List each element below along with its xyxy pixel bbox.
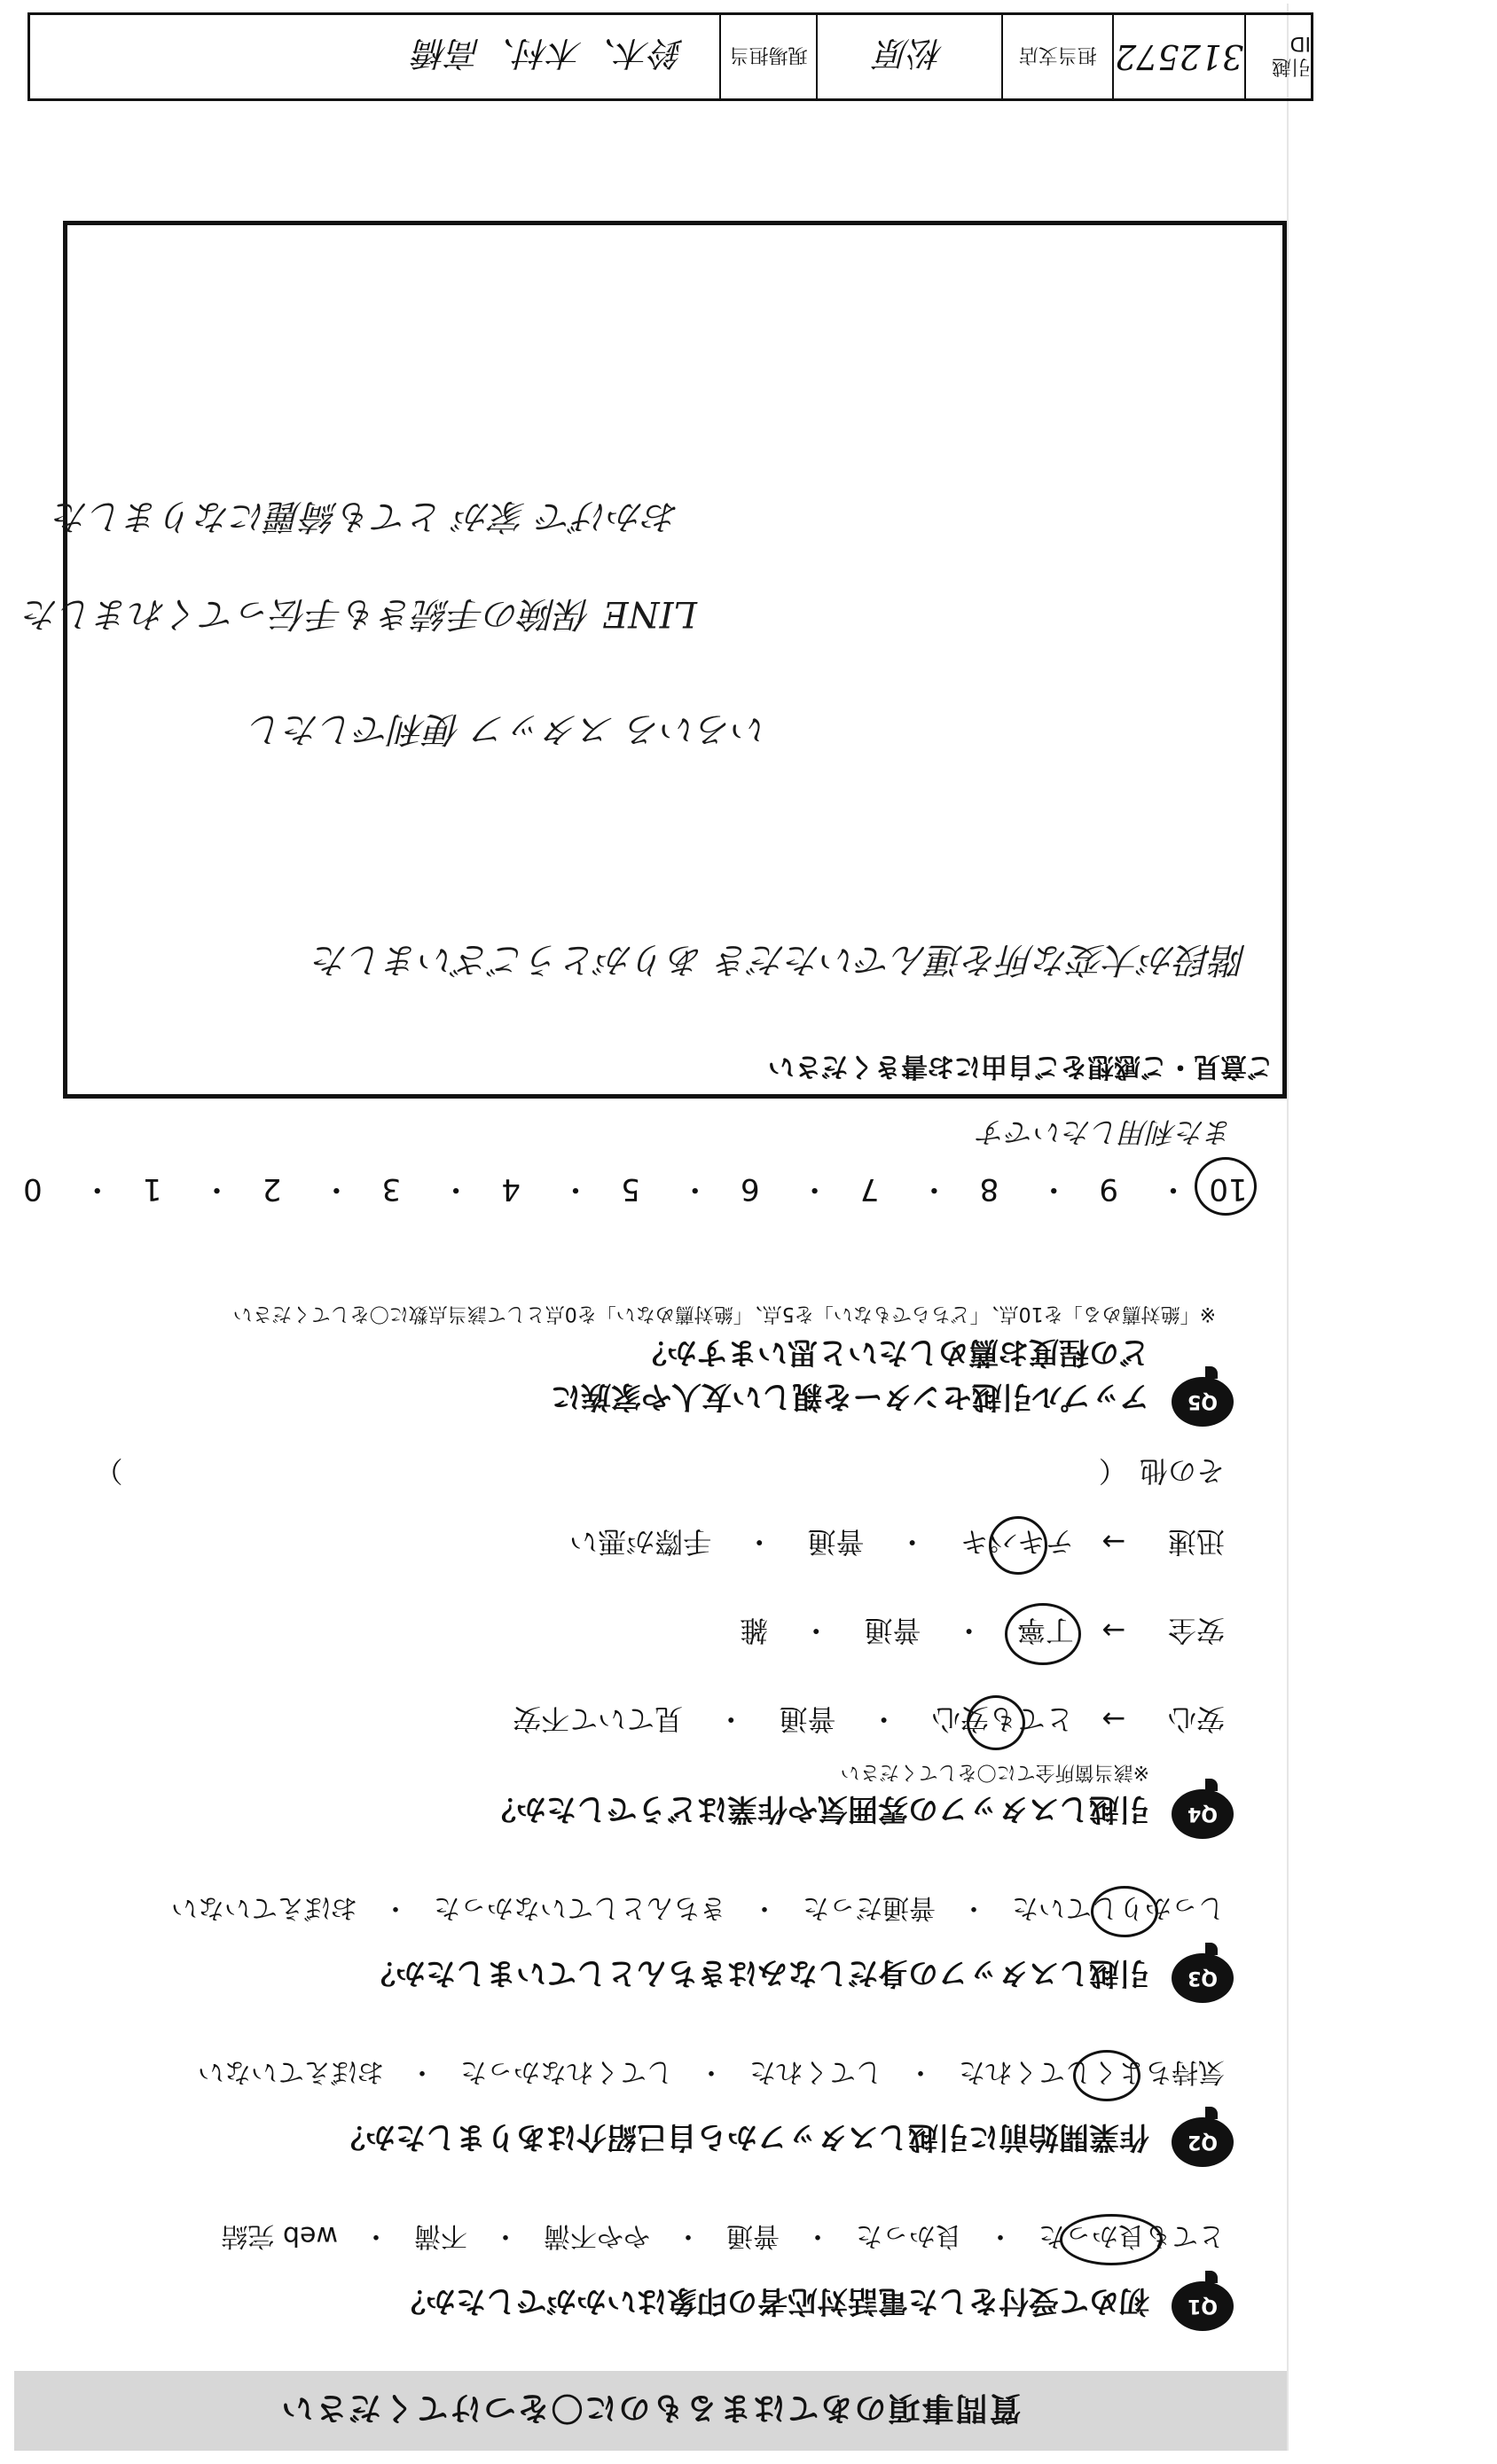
q4-speed-quick[interactable]: テキパキ — [960, 1523, 1074, 1564]
q2-option-did[interactable]: してくれた — [749, 2056, 882, 2087]
q4-row-label: 安心 — [1167, 1702, 1225, 1736]
q5-note: ※「絶対薦める」を10点、「どちらでもない」を5点、「絶対薦めない」を0点として該当点数に〇をしてください — [232, 1302, 1216, 1325]
q3-option-neat[interactable]: しっかりしていた — [1012, 1891, 1225, 1930]
answer-circle — [989, 1516, 1047, 1575]
q4-row-label: 迅速 — [1167, 1525, 1225, 1559]
instruction-banner — [14, 2371, 1287, 2451]
q4-other-label: その他 — [1139, 1454, 1225, 1488]
q4-relief-anxious[interactable]: 見ていて不安 — [513, 1702, 684, 1736]
survey-page — [14, 4, 1311, 2451]
q3-title: 引越しスタッフの身だしなみはきちんとしていましたか？ — [365, 1955, 1149, 1991]
comment-line-3: LINE 保険の手続きも手伝ってくれました — [23, 593, 697, 634]
q1-option-normal[interactable]: 普通 — [726, 2220, 780, 2251]
score-3[interactable]: 3 — [381, 1171, 402, 1207]
q2-option-did-not[interactable]: してくれなかった — [460, 2056, 673, 2087]
q2-option-pleasant[interactable]: 気持ちよくしてくれた — [959, 2055, 1225, 2094]
q4-relief-normal[interactable]: 普通 — [779, 1702, 836, 1736]
comment-line-2: いろいろ スタッフ 便利でしたし — [248, 708, 768, 749]
q1-option-somewhat-unsatisfied[interactable]: やや不満 — [544, 2220, 650, 2251]
branch-value: 松原 — [816, 15, 1001, 98]
q4-other-close-paren: ） — [94, 1454, 123, 1488]
q1-option-unsatisfied[interactable]: 不満 — [414, 2220, 467, 2251]
q1-option-web[interactable]: web 完結 — [221, 2220, 338, 2251]
staff-info-table — [27, 12, 1313, 101]
q3-option-dont-remember[interactable]: おぼえていない — [171, 1892, 357, 1923]
q5-handwritten-note: また利用したいです — [977, 1115, 1234, 1149]
score-0[interactable]: 0 — [23, 1171, 43, 1207]
q1-title: 初めて受付をした電話対応者の印象はいかがでしたか？ — [396, 2283, 1149, 2319]
q4-relief-very[interactable]: とても安心 — [932, 1701, 1074, 1741]
q4-row-other — [94, 1452, 1225, 1493]
id-value: 312572 — [1112, 15, 1244, 98]
q2-options: 気持ちよくしてくれた ・ してくれた ・ してくれなかった ・ おぼえていない — [198, 2055, 1225, 2094]
comment-line-1: 階段が大変な所を運んでいただき ありがとうございました — [313, 939, 1247, 980]
comment-title: ご意見・ご感想をご自由にお書きください — [768, 1051, 1274, 1082]
instruction-text: 質問事項のあてはまるものに〇をつけてください — [279, 2390, 1022, 2427]
q4-row-safety: 安全→ 丁寧 ・ 普通 ・ 雑 — [740, 1612, 1225, 1653]
q1-option-good[interactable]: 良かった — [856, 2220, 962, 2251]
answer-circle — [1073, 2050, 1140, 2101]
q5-title-line2: どの程度お薦めしたいと思いますか？ — [637, 1334, 1149, 1370]
score-9[interactable]: 9 — [1099, 1171, 1119, 1207]
q4-note: ※該当箇所全てに〇をしてください — [840, 1761, 1149, 1783]
q4-row-relief: 安心→ とても安心 ・ 普通 ・ 見ていて不安 — [513, 1701, 1225, 1741]
branch-label: 担当支店 — [1001, 15, 1111, 98]
q5-score-scale: 10 ・ 9・ 8・ 7・ 6・ 5・ 4・ 3・ 2・ 1・ 0 — [10, 1170, 1251, 1214]
q3-option-not-neat[interactable]: きちんとしていなかった — [434, 1892, 726, 1923]
score-1[interactable]: 1 — [142, 1171, 162, 1207]
question-2 — [32, 2043, 1234, 2167]
q4-speed-poor[interactable]: 手際が悪い — [569, 1525, 712, 1559]
q1-option-very-good[interactable]: とても良かった — [1038, 2219, 1225, 2258]
q4-other-open-paren: （ — [1098, 1454, 1127, 1488]
q4-row-speed: 迅速→ テキパキ ・ 普通 ・ 手際が悪い — [569, 1523, 1225, 1564]
q4-badge: Q4 — [1172, 1789, 1234, 1839]
q2-option-dont-remember[interactable]: おぼえていない — [198, 2056, 384, 2087]
answer-circle — [1060, 2214, 1163, 2265]
q3-badge: Q3 — [1172, 1953, 1234, 2003]
score-2[interactable]: 2 — [262, 1171, 282, 1207]
answer-circle — [1195, 1157, 1257, 1216]
q4-safety-normal[interactable]: 普通 — [864, 1614, 921, 1647]
q5-title-line1: アップル引越センターを親しい友人や家族に — [551, 1379, 1149, 1414]
q2-title: 作業開始前に引越しスタッフから自己紹介はありましたか？ — [335, 2119, 1149, 2155]
q3-options: しっかりしていた ・ 普通だった ・ きちんとしていなかった ・ おぼえていない — [171, 1891, 1225, 1930]
question-4 — [32, 1454, 1234, 1839]
score-8[interactable]: 8 — [979, 1171, 999, 1207]
q4-safety-careful[interactable]: 丁寧 — [1017, 1612, 1074, 1653]
q3-option-normal[interactable]: 普通だった — [803, 1892, 936, 1923]
question-1 — [32, 2207, 1234, 2331]
score-5[interactable]: 5 — [621, 1171, 640, 1207]
q1-options: とても良かった ・ 良かった ・ 普通 ・ やや不満 ・ 不満 ・ web 完結 — [221, 2219, 1225, 2258]
q5-badge: Q5 — [1172, 1377, 1234, 1427]
q4-row-label: 安全 — [1167, 1614, 1225, 1647]
q4-speed-normal[interactable]: 普通 — [807, 1525, 865, 1559]
score-6[interactable]: 6 — [740, 1171, 760, 1207]
q1-badge: Q1 — [1172, 2281, 1234, 2331]
answer-circle — [1091, 1886, 1158, 1937]
answer-circle — [967, 1695, 1025, 1750]
score-10[interactable]: 10 — [1205, 1171, 1251, 1207]
question-3 — [32, 1879, 1234, 2003]
leader-value: 鈴木、木村、高橋 — [413, 34, 684, 74]
q4-title: 引越しスタッフの雰囲気や作業はどうでしたか？ — [486, 1791, 1149, 1826]
score-7[interactable]: 7 — [859, 1171, 880, 1207]
id-label: 引越 ID — [1244, 15, 1311, 98]
leader-label: 現場担当 — [719, 15, 817, 98]
comment-box[interactable] — [23, 221, 1287, 1099]
comment-line-4: おかげで 家が とても綺麗になりました — [53, 496, 679, 536]
q2-badge: Q2 — [1172, 2117, 1234, 2167]
q4-safety-rough[interactable]: 雑 — [740, 1614, 769, 1647]
score-4[interactable]: 4 — [501, 1171, 521, 1207]
answer-circle — [1005, 1603, 1081, 1665]
